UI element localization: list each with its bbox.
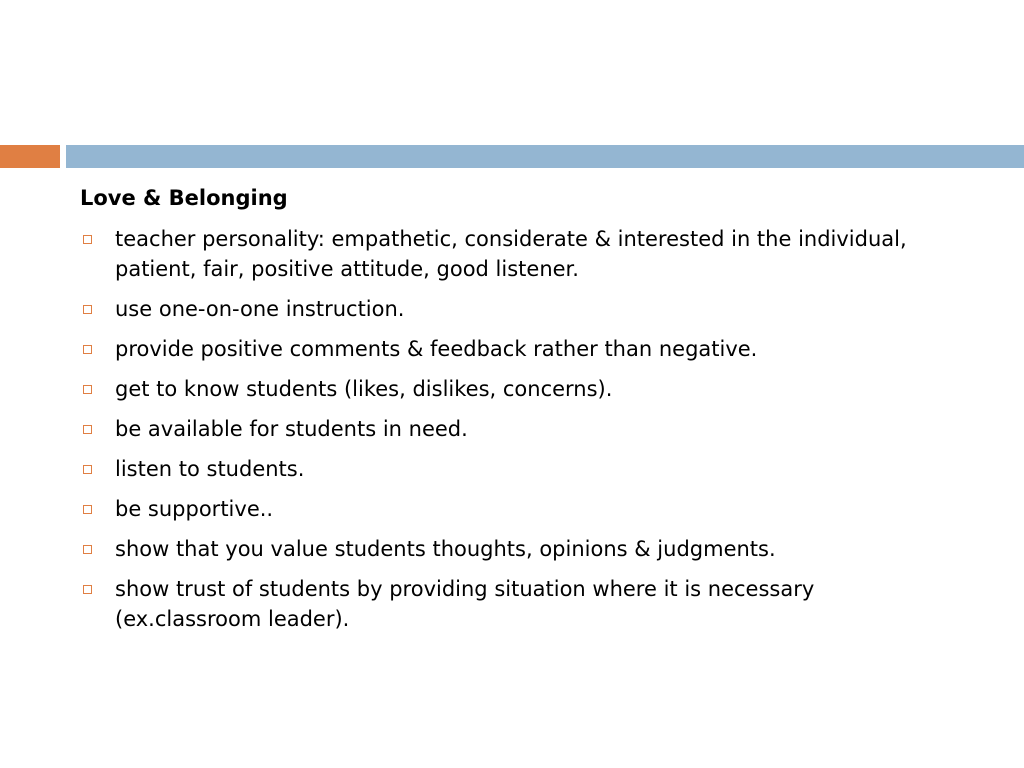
hollow-square-bullet-icon bbox=[83, 505, 92, 514]
list-item bbox=[80, 224, 930, 284]
hollow-square-bullet-icon bbox=[83, 385, 92, 394]
list-item bbox=[80, 494, 930, 524]
header-accent-bar-orange bbox=[0, 145, 60, 168]
hollow-square-bullet-icon bbox=[83, 545, 92, 554]
list-item-text: teacher personality: empathetic, considerate & interested in the individual, patient, fair, positive attitude, good listener. bbox=[115, 227, 907, 281]
hollow-square-bullet-icon bbox=[83, 345, 92, 354]
list-item bbox=[80, 454, 930, 484]
slide-heading: Love & Belonging bbox=[80, 186, 288, 210]
list-item-text: listen to students. bbox=[115, 457, 305, 481]
hollow-square-bullet-icon bbox=[83, 585, 92, 594]
hollow-square-bullet-icon bbox=[83, 425, 92, 434]
hollow-square-bullet-icon bbox=[83, 465, 92, 474]
list-item bbox=[80, 334, 930, 364]
list-item-text: show that you value students thoughts, opinions & judgments. bbox=[115, 537, 776, 561]
list-item bbox=[80, 294, 930, 324]
list-item bbox=[80, 414, 930, 444]
list-item-text: be supportive.. bbox=[115, 497, 274, 521]
list-item bbox=[80, 574, 930, 634]
list-item-text: get to know students (likes, dislikes, concerns). bbox=[115, 377, 613, 401]
slide-content bbox=[80, 184, 930, 644]
header-accent-bar-blue bbox=[66, 145, 1024, 168]
list-item-text: provide positive comments & feedback rather than negative. bbox=[115, 337, 758, 361]
list-item-text: use one-on-one instruction. bbox=[115, 297, 405, 321]
hollow-square-bullet-icon bbox=[83, 235, 92, 244]
list-item-text: show trust of students by providing situation where it is necessary (ex.classroom leader). bbox=[115, 577, 815, 631]
list-item bbox=[80, 534, 930, 564]
list-item-text: be available for students in need. bbox=[115, 417, 468, 441]
hollow-square-bullet-icon bbox=[83, 305, 92, 314]
bullet-list bbox=[80, 224, 930, 634]
list-item bbox=[80, 374, 930, 404]
